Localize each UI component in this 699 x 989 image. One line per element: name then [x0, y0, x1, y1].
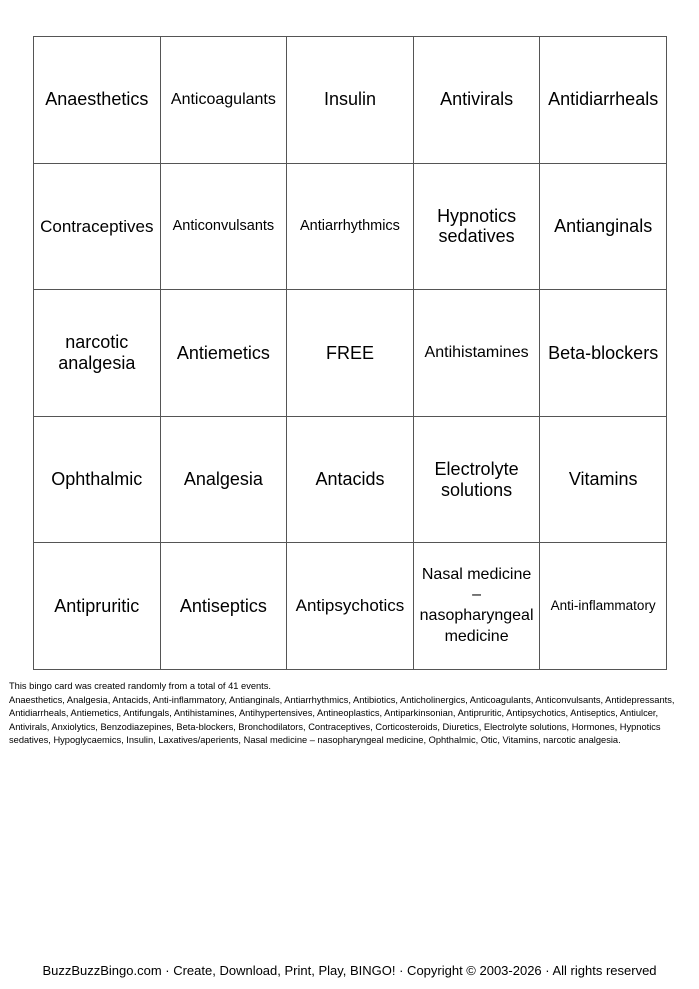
event-list: Anaesthetics, Analgesia, Antacids, Anti-inflammatory, Antianginals, Antiarrhythmics, Antibiotics, Anticholinergics, Anticoagulants, Anticonvulsants, Antidepressants, Antidiarrheals, Antiemetics, Antifungals, Antihistamines, Antihypertensives, Antineoplastics, Antiparkinsonian, Antipruritic, Antipsychotics, Antiseptics, Antiulcer, Antivirals, Anxiolytics, Benzodiazepines, Beta-blockers, Bronchodilators, Contraceptives, Corticosteroids, Diuretics, Electrolyte solutions, Hormones, Hypnotics sedatives, Hypoglycaemics, Insulin, Laxatives/aperients, Nasal medicine – nasopharyngeal medicine, Ophthalmic, Otic, Vitamins, narcotic analgesia.	[9, 694, 675, 746]
site-footer: BuzzBuzzBingo.com · Create, Download, Print, Play, BINGO! · Copyright © 2003-2026 · All rights reserved	[42, 963, 657, 978]
bingo-cell: Ophthalmic	[34, 416, 161, 543]
bingo-cell: Antihistamines	[413, 290, 540, 417]
bingo-cell: Antiarrhythmics	[287, 163, 414, 290]
bingo-cell: Antivirals	[413, 37, 540, 164]
bingo-row-1	[34, 37, 667, 164]
bingo-cell: Analgesia	[160, 416, 287, 543]
bingo-cell: Antipruritic	[34, 543, 161, 670]
bingo-card-grid	[33, 36, 667, 670]
card-notes	[9, 680, 691, 748]
bingo-cell: Antianginals	[540, 163, 667, 290]
bingo-cell: Anticoagulants	[160, 37, 287, 164]
bingo-row-3	[34, 290, 667, 417]
bingo-cell: Anticonvulsants	[160, 163, 287, 290]
bingo-cell: Beta-blockers	[540, 290, 667, 417]
bingo-cell: Nasal medicine – nasopharyngeal medicine	[413, 543, 540, 670]
bingo-cell: Vitamins	[540, 416, 667, 543]
bingo-cell: Hypnotics sedatives	[413, 163, 540, 290]
bingo-row-4	[34, 416, 667, 543]
bingo-cell: Electrolyte solutions	[413, 416, 540, 543]
bingo-row-2	[34, 163, 667, 290]
bingo-cell: Contraceptives	[34, 163, 161, 290]
created-note: This bingo card was created randomly from a total of 41 events.	[9, 681, 271, 691]
bingo-cell: Anaesthetics	[34, 37, 161, 164]
bingo-row-5	[34, 543, 667, 670]
free-space-cell: FREE	[287, 290, 414, 417]
bingo-cell: Antipsychotics	[287, 543, 414, 670]
bingo-cell: Antacids	[287, 416, 414, 543]
bingo-cell: Anti-inflammatory	[540, 543, 667, 670]
bingo-cell: Insulin	[287, 37, 414, 164]
bingo-cell: Antidiarrheals	[540, 37, 667, 164]
bingo-cell: Antiseptics	[160, 543, 287, 670]
bingo-cell: Antiemetics	[160, 290, 287, 417]
bingo-cell: narcotic analgesia	[34, 290, 161, 417]
